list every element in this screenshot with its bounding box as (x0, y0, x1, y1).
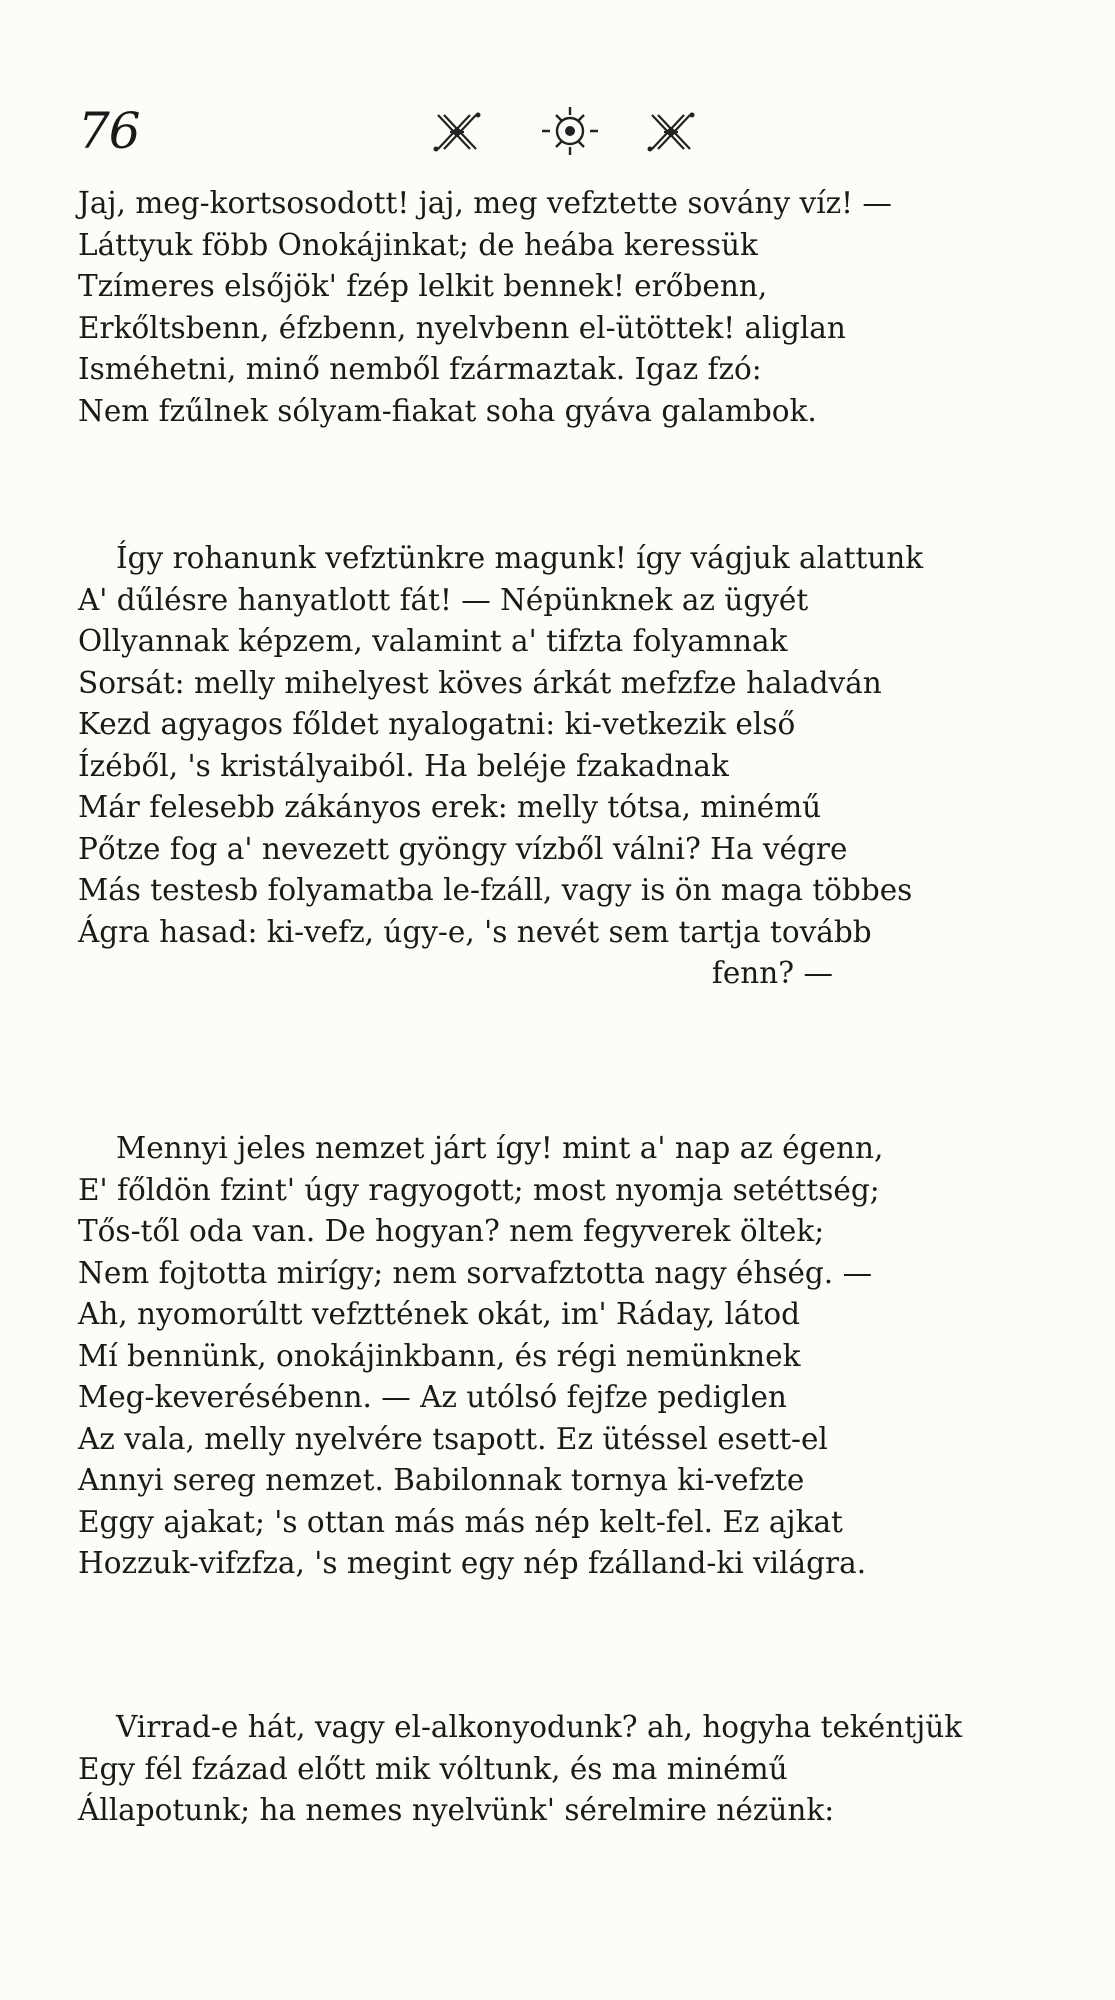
verse-line: A' dűlésre hanyatlott fát! — Népünknek az ügyét (78, 582, 809, 617)
verse-line: Eggy ajakat; 's ottan más más nép kelt-fel. Ez ajkat (78, 1504, 843, 1539)
verse-line-runover: fenn? — (711, 956, 833, 990)
verse-line: Állapotunk; ha nemes nyelvünk' sérelmire nézünk: (78, 1793, 835, 1827)
page-number: 76 (78, 102, 140, 160)
verse-line: Láttyuk föbb Onokájinkat; de heába keressük (78, 227, 758, 262)
stanza-4 (78, 1707, 962, 1832)
verse-line: Mí bennünk, onokájinkbann, és régi nemünknek (78, 1338, 801, 1373)
stanza-2 (78, 538, 923, 995)
verse-line: Meg-keverésébenn. — Az utólsó fejfze pediglen (78, 1380, 787, 1414)
verse-line: Már felesebb zákányos erek: melly tótsa, minémű (78, 790, 822, 824)
verse-line: Tős-től oda van. De hogyan? nem fegyverek öltek; (78, 1214, 825, 1248)
verse-line: Erkőltsbenn, éfzbenn, nyelvbenn el-ütöttek! aliglan (78, 310, 846, 345)
stanza-1 (78, 183, 892, 432)
decorative-printer-ornament-icon (430, 105, 730, 157)
verse-line: Annyi sereg nemzet. Babilonnak tornya ki-vefzte (78, 1463, 805, 1497)
verse-line: Egy fél fzázad előtt mik vóltunk, és ma minémű (78, 1751, 788, 1786)
verse-line: Ízéből, 's kristályaiból. Ha beléje fzakadnak (78, 748, 729, 783)
verse-line: Nem fzűlnek sólyam-fiakat soha gyáva galambok. (78, 393, 817, 428)
verse-line: Hozzuk-vifzfza, 's megint egy nép fzálland-ki világra. (78, 1546, 867, 1580)
verse-line: Sorsát: melly mihelyest köves árkát mefzfze haladván (78, 665, 882, 700)
verse-line: Ágra hasad: ki-vefz, úgy-e, 's nevét sem tartja tovább (78, 914, 872, 949)
verse-line: Virrad-e hát, vagy el-alkonyodunk? ah, hogyha tekéntjük (116, 1710, 963, 1744)
verse-line: Jaj, meg-kortsosodott! jaj, meg vefztette sovány víz! — (78, 186, 892, 220)
verse-line: Pőtze fog a' nevezett gyöngy vízből válni? Ha végre (78, 831, 848, 866)
verse-line: Ah, nyomorúltt vefzttének okát, im' Ráday, látod (78, 1297, 801, 1331)
verse-line: Kezd agyagos főldet nyalogatni: ki-vetkezik első (78, 707, 796, 741)
verse-line: Mennyi jeles nemzet járt így! mint a' nap az égenn, (116, 1131, 884, 1165)
verse-line: Más testesb folyamatba le-fzáll, vagy is ön maga többes (78, 873, 913, 907)
verse-line: E' főldön fzint' úgy ragyogott; most nyomja setéttség; (78, 1172, 880, 1207)
stanza-3 (78, 1128, 883, 1585)
verse-line: Az vala, melly nyelvére tsapott. Ez ütéssel esett-el (78, 1421, 828, 1456)
verse-line: Így rohanunk vefztünkre magunk! így vágjuk alattunk (116, 541, 924, 575)
verse-line: Tzímeres elsőjök' fzép lelkit bennek! erőbenn, (78, 269, 768, 303)
verse-line: Ollyannak képzem, valamint a' tifzta folyamnak (78, 624, 788, 658)
verse-line: Isméhetni, minő nemből fzármaztak. Igaz fzó: (78, 352, 762, 386)
verse-line: Nem fojtotta mirígy; nem sorvafztotta nagy éhség. — (78, 1255, 873, 1290)
